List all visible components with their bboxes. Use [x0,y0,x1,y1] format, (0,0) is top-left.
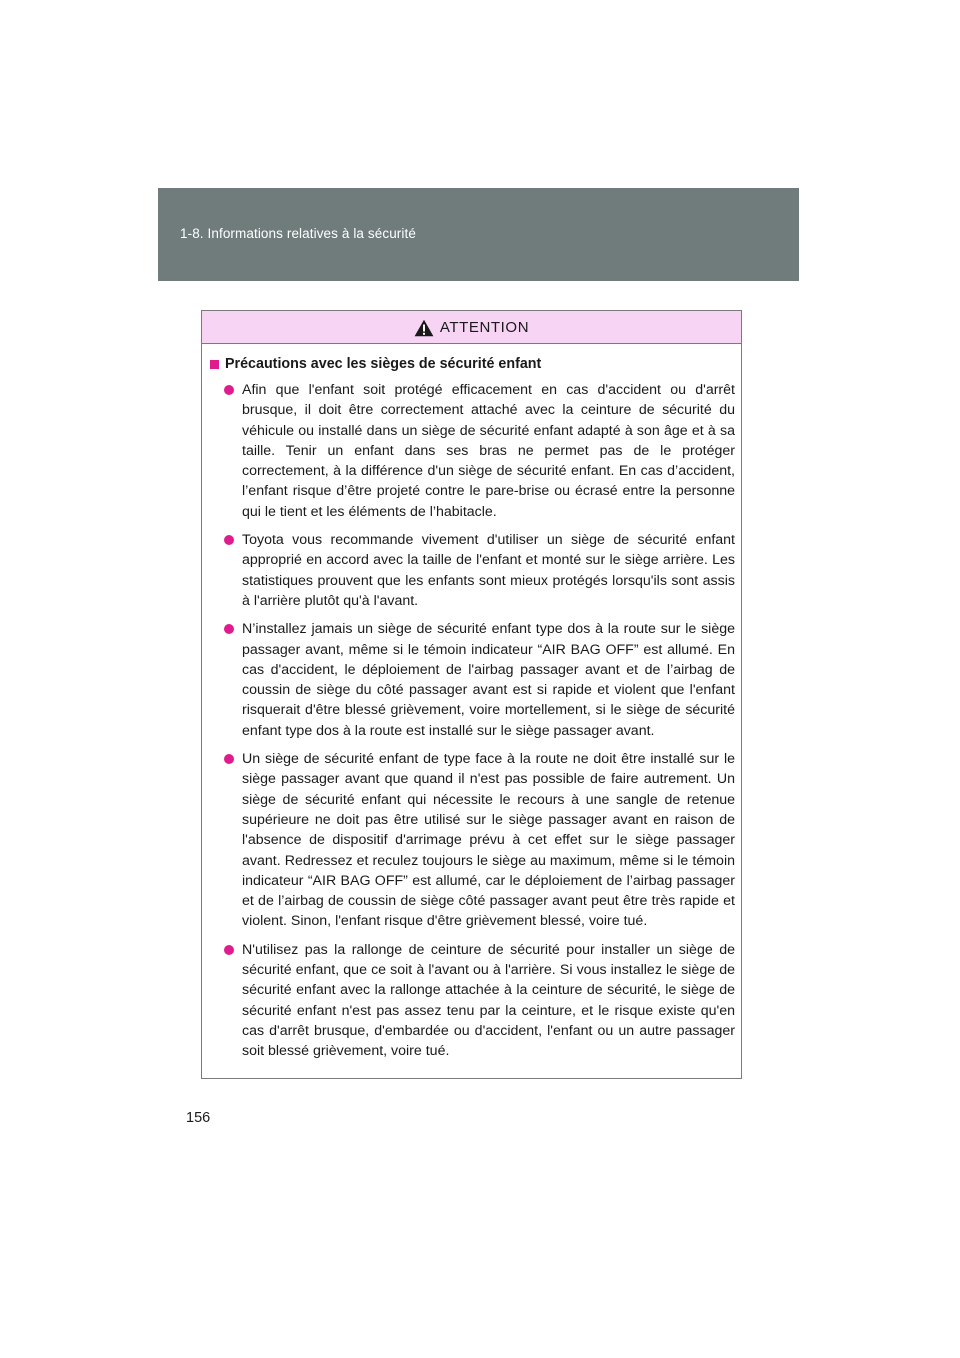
attention-box [201,310,742,1079]
page-number: 156 [186,1110,211,1126]
list-item-text: Afin que l'enfant soit protégé efficacement en cas d'accident ou d'arrêt brusque, il doit être correctement attaché avec la ceinture de sécurité du véhicule ou installé dans un siège de sécurité enfant adapté à son âge et à sa taille. Tenir un enfant dans ses bras ne permet pas de le protéger correctement, à la différence d'un siège de sécurité enfant. En cas d’accident, l’enfant risque d’être projeté contre le pare-brise ou écrasé entre la personne qui le tient et les éléments de l’habitacle. [242,382,735,520]
list-item-text: Toyota vous recommande vivement d'utiliser un siège de sécurité enfant approprié en accord avec la taille de l'enfant et monté sur le siège arrière. Les statistiques prouvent que les enfants sont mieux protégés lorsqu'ils sont assis à l'arrière plutôt qu'à l'avant. [242,532,735,609]
list-item [242,530,735,611]
list-item-text: N'utilisez pas la rallonge de ceinture de sécurité pour installer un siège de sécurité enfant, que ce soit à l'avant ou à l'arrière. Si vous installez le siège de sécurité enfant avec la rallonge attachée à la ceinture de sécurité, le siège de sécurité enfant n'est pas assez tenu par la ceinture, et le risque existe qu'en cas d'arrêt brusque, d'embardée ou d'accident, l'enfant ou un autre passager soit blessé grièvement, voire tué. [242,941,735,1060]
attention-title: ATTENTION [439,318,530,336]
list-item [242,619,735,741]
list-item-text: N’installez jamais un siège de sécurité enfant type dos à la route sur le siège passager avant, même si le témoin indicateur “AIR BAG OFF” est allumé. En cas d'accident, le déploiement de l'airbag passager avant et de l’airbag de coussin de siège du côté passager avant est si rapide et violent que l'enfant risquerait d'être blessé grièvement, voire mortellement, si le siège de sécurité enfant type dos à la route est installé sur le siège passager avant. [242,621,735,739]
bullet-dot-icon [224,624,234,634]
square-bullet-icon [210,360,219,369]
bullet-dot-icon [224,385,234,395]
bullet-dot-icon [224,535,234,545]
attention-content [202,344,741,1062]
list-item [242,749,735,932]
warning-triangle-icon [414,319,434,337]
bullet-dot-icon [224,754,234,764]
list-item-text: Un siège de sécurité enfant de type face à la route ne doit être installé sur le siège passager avant que quand il n'est pas possible de faire autrement. Un siège de sécurité enfant qui nécessite le recours à une sangle de retenue supérieure ne doit pas être utilisé sur le siège passager avant en raison de l'absence de dispositif d'arrimage prévu à cet effet sur le siège passager avant. Redressez et reculez toujours le siège au maximum, même si le témoin indicateur “AIR BAG OFF” est allumé, car le déploiement de l’airbag passager et de l’airbag de coussin de siège côté passager avant peut être très rapide et violent. Sinon, l'enfant risque d'être grièvement blessé, voire tué. [242,751,735,930]
subheading-text: Précautions avec les sièges de sécurité enfant [225,356,542,372]
attention-header [202,311,741,344]
list-item [242,940,735,1062]
section-title: 1-8. Informations relatives à la sécurité [180,226,416,241]
section-header-band [158,188,799,281]
list-item [242,380,735,522]
attention-subheading [210,356,741,372]
bullet-dot-icon [224,945,234,955]
